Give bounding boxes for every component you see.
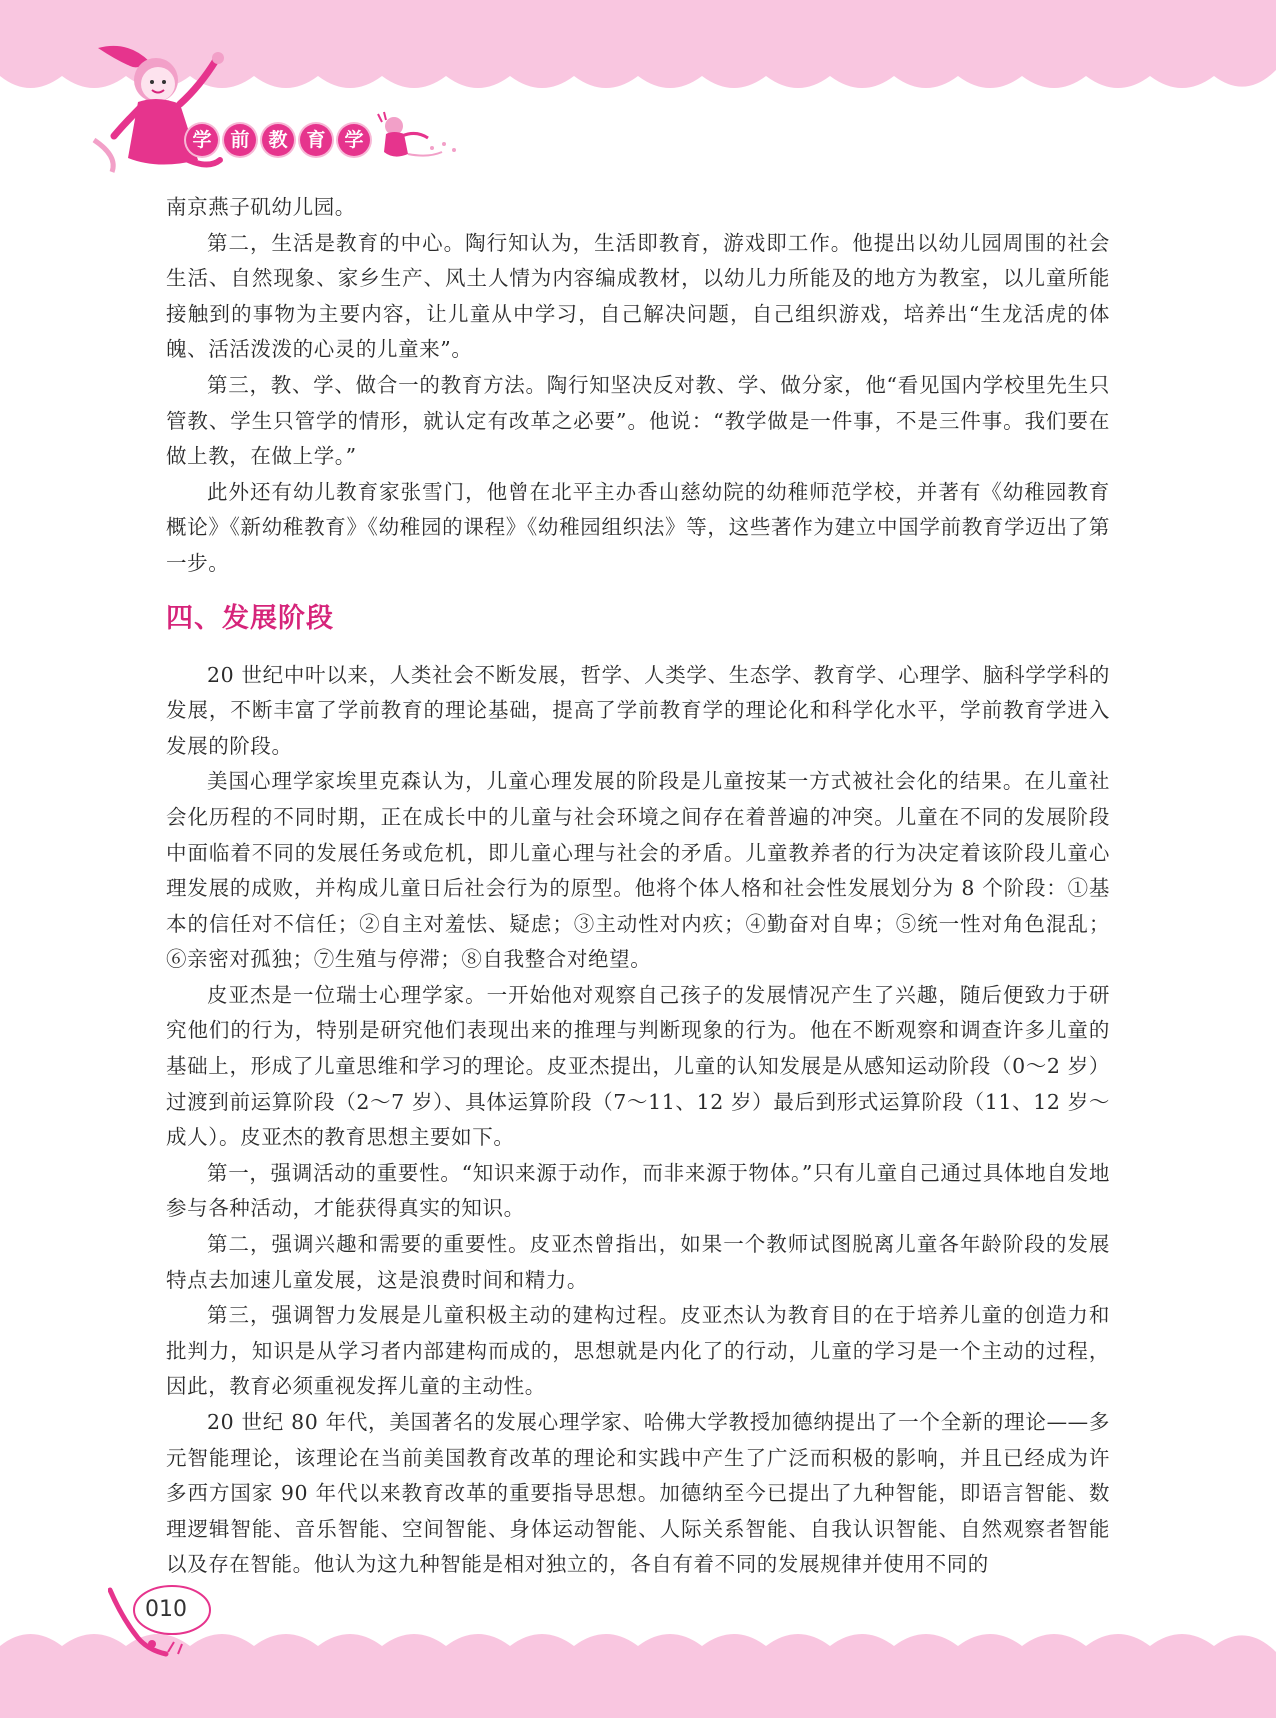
paragraph: 第一，强调活动的重要性。“知识来源于动作，而非来源于物体。”只有儿童自己通过具体地自发地参与各种活动，才能获得真实的知识。 bbox=[166, 1160, 1110, 1221]
paragraph: 美国心理学家埃里克森认为，儿童心理发展的阶段是儿童按某一方式被社会化的结果。在儿童社会化历程的不同时期，正在成长中的儿童与社会环境之间存在着普遍的冲突。儿童在不同的发展阶段中面临着不同的发展任务或危机，即儿童心理与社会的矛盾。儿童教养者的行为决定着该阶段儿童心理发展的成败，并构成儿童日后社会行为的原型。他将个体人格和社会性发展划分为 8 个阶段：①基本的信任对不信任；②自主对羞怯、疑虑；③主动性对内疚；④勤奋对自卑；⑤统一性对角色混乱；⑥亲密对孤独；⑦生殖与停滞；⑧自我整合对绝望。 bbox=[166, 769, 1110, 972]
book-title-logo bbox=[186, 124, 370, 156]
paragraph: 皮亚杰是一位瑞士心理学家。一开始他对观察自己孩子的发展情况产生了兴趣，随后便致力于研究他们的行为，特别是研究他们表现出来的推理与判断现象的行为。他在不断观察和调查许多儿童的基础上，形成了儿童思维和学习的理论。皮亚杰提出，儿童的认知发展是从感知运动阶段（0～2 岁）过渡到前运算阶段（2～7 岁）、具体运算阶段（7～11、12 岁）最后到形式运算阶段（11、12 岁～成人）。皮亚杰的教育思想主要如下。 bbox=[166, 982, 1110, 1150]
logo-char: 教 bbox=[262, 124, 294, 156]
logo-char: 学 bbox=[186, 124, 218, 156]
small-fairy-icon bbox=[372, 108, 462, 168]
paragraph: 第二，生活是教育的中心。陶行知认为，生活即教育，游戏即工作。他提出以幼儿园周围的社会生活、自然现象、家乡生产、风土人情为内容编成教材，以幼儿力所能及的地方为教室，以儿童所能接触到的事物为主要内容，让儿童从中学习，自己解决问题，自己组织游戏，培养出“生龙活虎的体魄、活活泼泼的心灵的儿童来”。 bbox=[166, 230, 1110, 362]
page-number: 010 bbox=[145, 1597, 187, 1622]
paragraph: 南京燕子矶幼儿园。 bbox=[166, 195, 356, 219]
logo-char: 前 bbox=[224, 124, 256, 156]
logo-char: 育 bbox=[300, 124, 332, 156]
section-heading: 四、发展阶段 bbox=[166, 602, 334, 634]
logo-char: 学 bbox=[338, 124, 370, 156]
paragraph: 第三，强调智力发展是儿童积极主动的建构过程。皮亚杰认为教育目的在于培养儿童的创造力和批判力，知识是从学习者内部建构而成的，思想就是内化了的行动，儿童的学习是一个主动的过程，因此，教育必须重视发挥儿童的主动性。 bbox=[166, 1303, 1110, 1399]
page-body bbox=[166, 190, 1110, 1583]
paragraph: 20 世纪中叶以来，人类社会不断发展，哲学、人类学、生态学、教育学、心理学、脑科学学科的发展，不断丰富了学前教育的理论基础，提高了学前教育学的理论化和科学化水平，学前教育学进入发展的阶段。 bbox=[166, 662, 1110, 758]
paragraph: 第三，教、学、做合一的教育方法。陶行知坚决反对教、学、做分家，他“看见国内学校里先生只管教、学生只管学的情形，就认定有改革之必要”。他说：“教学做是一件事，不是三件事。我们要在做上教，在做上学。” bbox=[166, 372, 1110, 469]
fairy-illustration bbox=[88, 40, 238, 180]
paragraph: 20 世纪 80 年代，美国著名的发展心理学家、哈佛大学教授加德纳提出了一个全新的理论——多元智能理论，该理论在当前美国教育改革的理论和实践中产生了广泛而积极的影响，并且已经成为许多西方国家 90 年代以来教育改革的重要指导思想。加德纳至今已提出了九种智能，即语言智能、数理逻辑智能、音乐智能、空间智能、身体运动智能、人际关系智能、自我认识智能、自然观察者智能以及存在智能。他认为这九种智能是相对独立的，各自有着不同的发展规律并使用不同的 bbox=[166, 1410, 1110, 1577]
paragraph: 第二，强调兴趣和需要的重要性。皮亚杰曾指出，如果一个教师试图脱离儿童各年龄阶段的发展特点去加速儿童发展，这是浪费时间和精力。 bbox=[166, 1232, 1110, 1292]
paragraph: 此外还有幼儿教育家张雪门，他曾在北平主办香山慈幼院的幼稚师范学校，并著有《幼稚园教育概论》《新幼稚教育》《幼稚园的课程》《幼稚园组织法》等，这些著作为建立中国学前教育学迈出了第一步。 bbox=[166, 479, 1110, 575]
